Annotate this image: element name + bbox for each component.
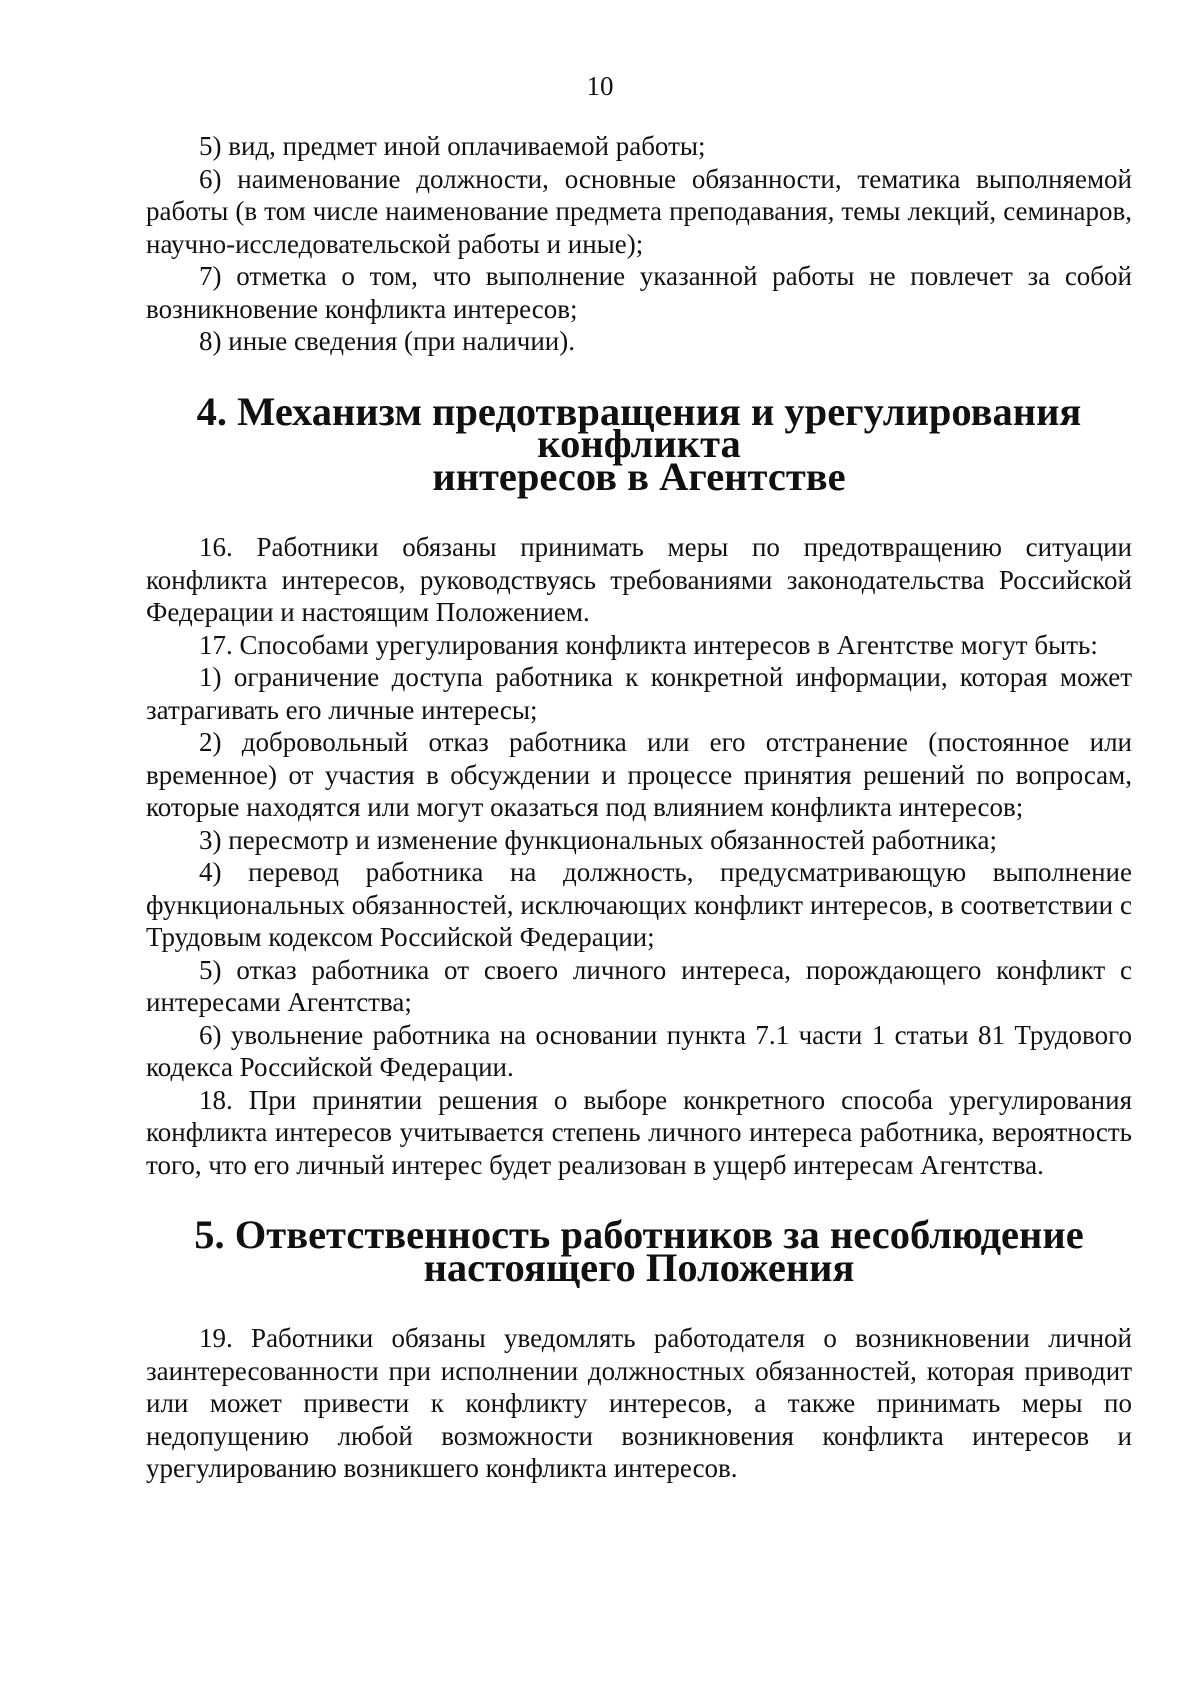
list-item: 6) наименование должности, основные обязанности, тематика выполняемой работы (в том числе наименование предмета преподавания, темы лекций, семинаров, научно-исследовательской работы и иные);	[146, 163, 1132, 259]
section-heading-4	[146, 388, 1132, 499]
list-item: 6) увольнение работника на основании пункта 7.1 части 1 статьи 81 Трудового кодекса Российской Федерации.	[146, 1019, 1132, 1082]
paragraph: 18. При принятии решения о выборе конкретного способа урегулирования конфликта интересов учитывается степень личного интереса работника, вероятность того, что его личный интерес будет реализован в ущерб интересам Агентства.	[146, 1084, 1132, 1180]
list-item: 3) пересмотр и изменение функциональных обязанностей работника;	[199, 824, 998, 855]
paragraph: 17. Способами урегулирования конфликта интересов в Агентстве могут быть:	[199, 629, 1098, 660]
section-heading-line: настоящего Положения	[423, 1244, 855, 1290]
paragraph: 16. Работники обязаны принимать меры по предотвращению ситуации конфликта интересов, руководствуясь требованиями законодательства Российской Федерации и настоящим Положением.	[146, 532, 1132, 627]
list-item: 2) добровольный отказ работника или его отстранение (постоянное или временное) от участия в обсуждении и процессе принятия решений по вопросам, которые находятся или могут оказаться под влиянием конфликта интересов;	[146, 727, 1132, 822]
list-item: 1) ограничение доступа работника к конкретной информации, которая может затрагивать его личные интересы;	[146, 662, 1132, 725]
document-body	[146, 130, 1132, 1485]
list-item: 5) отказ работника от своего личного интереса, порождающего конфликт с интересами Агентства;	[146, 954, 1132, 1017]
list-item: 8) иные сведения (при наличии).	[199, 326, 575, 356]
list-item: 7) отметка о том, что выполнение указанной работы не повлечет за собой возникновение конфликта интересов;	[146, 261, 1132, 324]
section-heading-line: интересов в Агентстве	[432, 453, 846, 499]
section-heading-line: 4. Механизм предотвращения и урегулирования конфликта	[196, 388, 1082, 466]
page-number: 10	[586, 71, 614, 101]
list-item: 5) вид, предмет иной оплачиваемой работы;	[199, 131, 706, 161]
list-item: 4) перевод работника на должность, предусматривающую выполнение функциональных обязанностей, исключающих конфликт интересов, в соответствии с Трудовым кодексом Российской Федерации;	[146, 857, 1132, 952]
section-heading-line: 5. Ответственность работников за несоблюдение	[194, 1212, 1084, 1257]
paragraph: 19. Работники обязаны уведомлять работодателя о возникновении личной заинтересованности при исполнении должностных обязанностей, которая приводит или может привести к конфликту интересов, а также принимать меры по недопущению любой возможности возникновения конфликта интересов и урегулированию возникшего конфликта интересов.	[146, 1323, 1132, 1483]
section-heading-5	[146, 1212, 1132, 1290]
